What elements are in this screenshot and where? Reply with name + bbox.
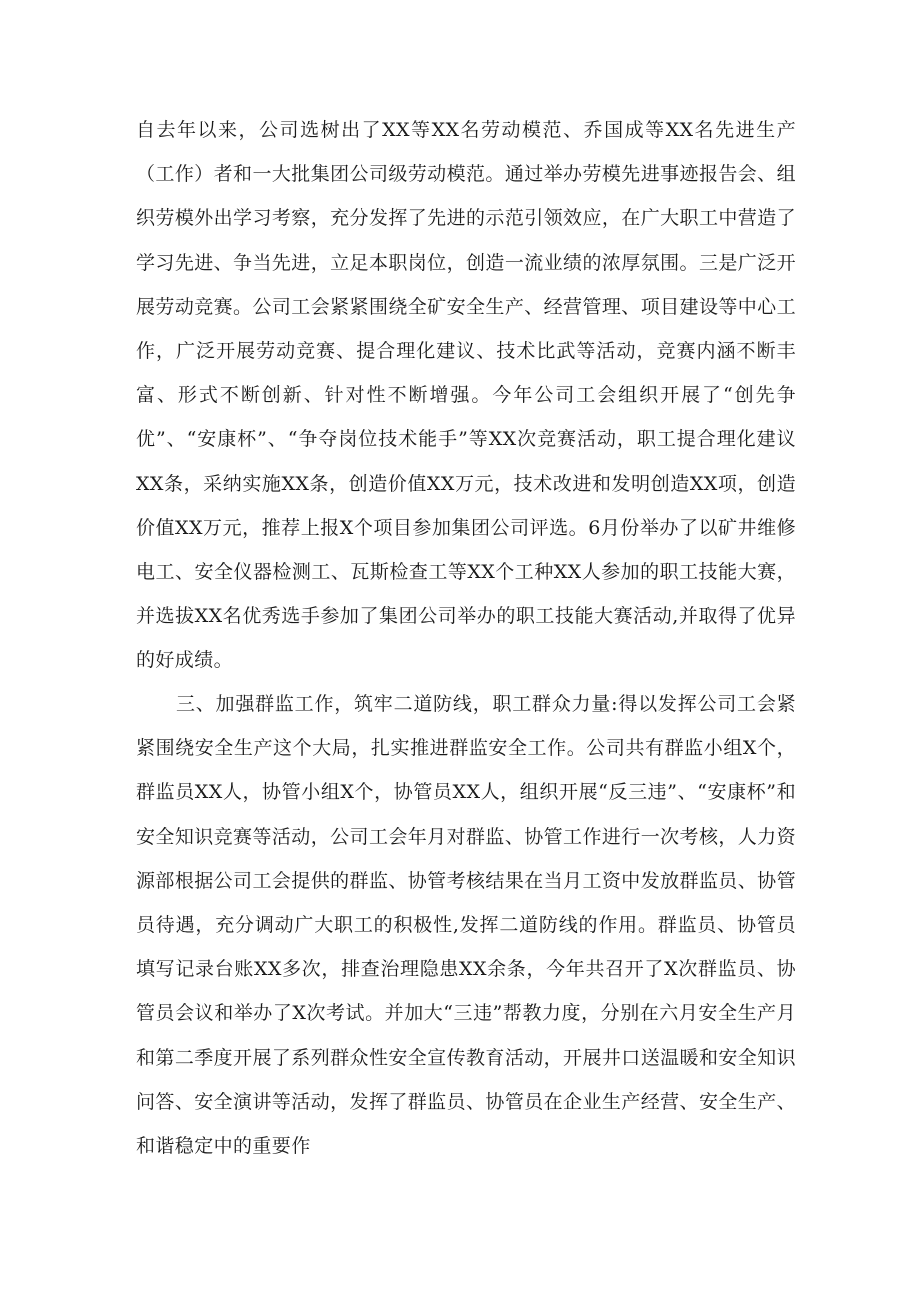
body-paragraph-2: 三、加强群监工作，筑牢二道防线，职工群众力量:得以发挥公司工会紧紧围绕安全生产这个大局，扎实推进群监安全工作。公司共有群监小组X个，群监员XX人，协管小组X个，协管员XX人，组织开展“反三违”、“安康杯”和安全知识竞赛等活动，公司工会年月对群监、协管工作进行一次考核，人力资源部根据公司工会提供的群监、协管考核结果在当月工资中发放群监员、协管员待遇，充分调动广大职工的积极性,发挥二道防线的作用。群监员、协管员填写记录台账XX多次，排查治理隐患XX余条，今年共召开了X次群监员、协管员会议和举办了X次考试。并加大“三违”帮教力度，分别在六月安全生产月和第二季度开展了系列群众性安全宣传教育活动，开展井口送温暖和安全知识问答、安全演讲等活动，发挥了群监员、协管员在企业生产经营、安全生产、和谐稳定中的重要作: [136, 693, 796, 1158]
body-paragraph-1: 自去年以来，公司选树出了XX等XX名劳动模范、乔国成等XX名先进生产（工作）者和一大批集团公司级劳动模范。通过举办劳模先进事迹报告会、组织劳模外出学习考察，充分发挥了先进的示范引领效应，在广大职工中营造了学习先进、争当先进，立足本职岗位，创造一流业绩的浓厚氛围。三是广泛开展劳动竞赛。公司工会紧紧围绕全矿安全生产、经营管理、项目建设等中心工作，广泛开展劳动竞赛、提合理化建议、技术比武等活动，竞赛内涵不断丰富、形式不断创新、针对性不断增强。今年公司工会组织开展了“创先争优”、“安康杯”、“争夺岗位技术能手”等XX次竞赛活动，职工提合理化建议XX条，采纳实施XX条，创造价值XX万元，技术改进和发明创造XX项，创造价值XX万元，推荐上报X个项目参加集团公司评选。6月份举办了以矿井维修电工、安全仪器检测工、瓦斯检查工等XX个工种XX人参加的职工技能大赛，并选拔XX名优秀选手参加了集团公司举办的职工技能大赛活动,并取得了优异的好成绩。: [136, 119, 796, 672]
